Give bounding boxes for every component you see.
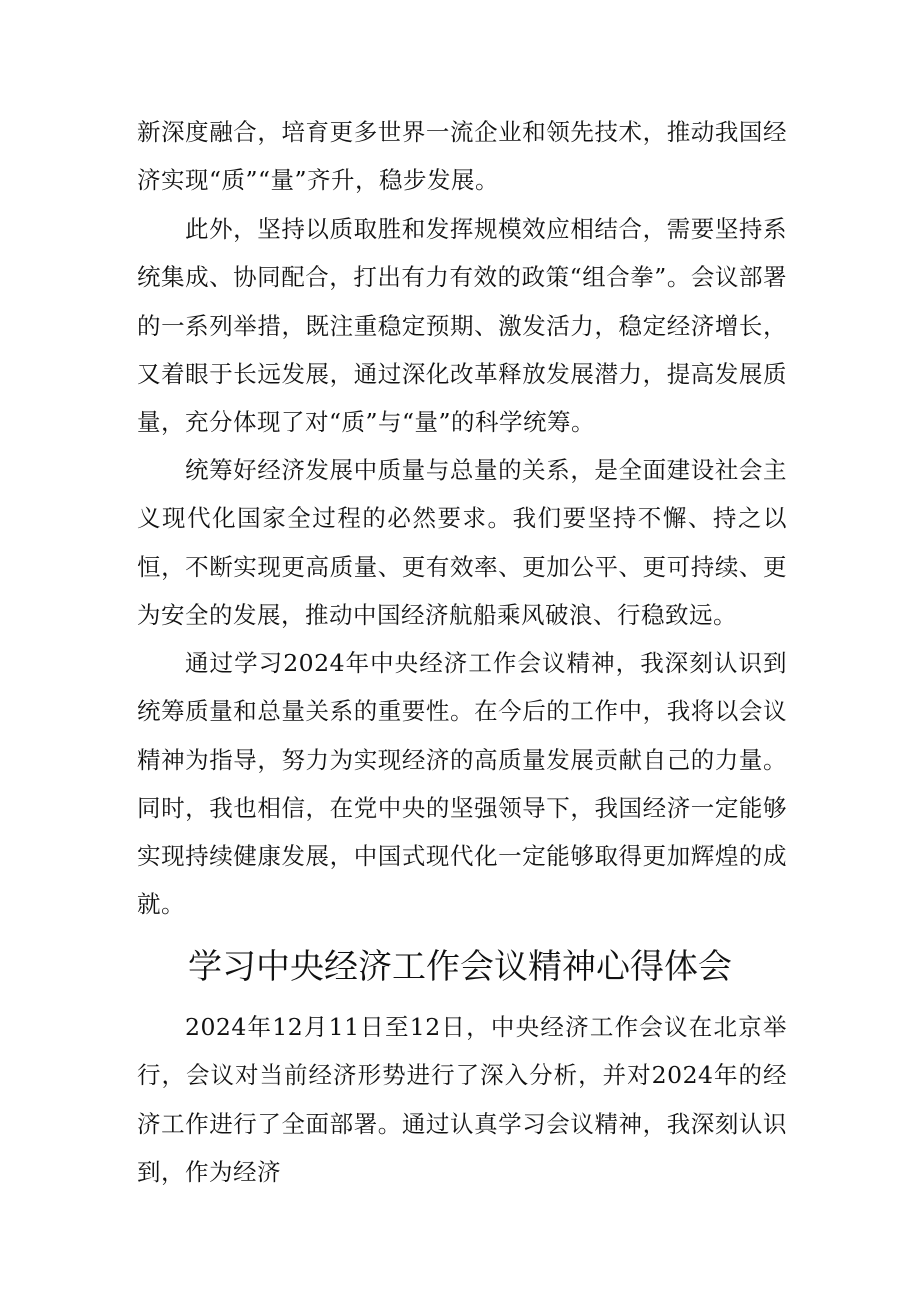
paragraph-study-conclusion: 通过学习2024年中央经济工作会议精神，我深刻认识到统筹质量和总量关系的重要性。在今后的工作中，我将以会议精神为指导，努力为实现经济的高质量发展贡献自己的力量。同时，我也相信，在党中央的坚强领导下，我国经济一定能够实现持续健康发展，中国式现代化一定能够取得更加辉煌的成就。	[137, 649, 787, 919]
paragraph-policy-combination: 此外，坚持以质取胜和发挥规模效应相结合，需要坚持系统集成、协同配合，打出有力有效的政策“组合拳”。会议部署的一系列举措，既注重稳定预期、激发活力，稳定经济增长，又着眼于长远发展，通过深化改革释放发展潜力，提高发展质量，充分体现了对“质”与“量”的科学统筹。	[137, 215, 787, 437]
section-title: 学习中央经济工作会议精神心得体会	[188, 947, 732, 987]
paragraph-continuation: 新深度融合，培育更多世界一流企业和领先技术，推动我国经济实现“质”“量”齐升，稳步发展。	[137, 118, 787, 195]
paragraph-quality-quantity: 统筹好经济发展中质量与总量的关系，是全面建设社会主义现代化国家全过程的必然要求。我们要坚持不懈、持之以恒，不断实现更高质量、更有效率、更加公平、更可持续、更为安全的发展，推动中国经济航船乘风破浪、行稳致远。	[137, 456, 787, 629]
paragraph-meeting-intro: 2024年12月11日至12日，中央经济工作会议在北京举行，会议对当前经济形势进行了深入分析，并对2024年的经济工作进行了全面部署。通过认真学习会议精神，我深刻认识到，作为经济	[137, 1013, 787, 1186]
